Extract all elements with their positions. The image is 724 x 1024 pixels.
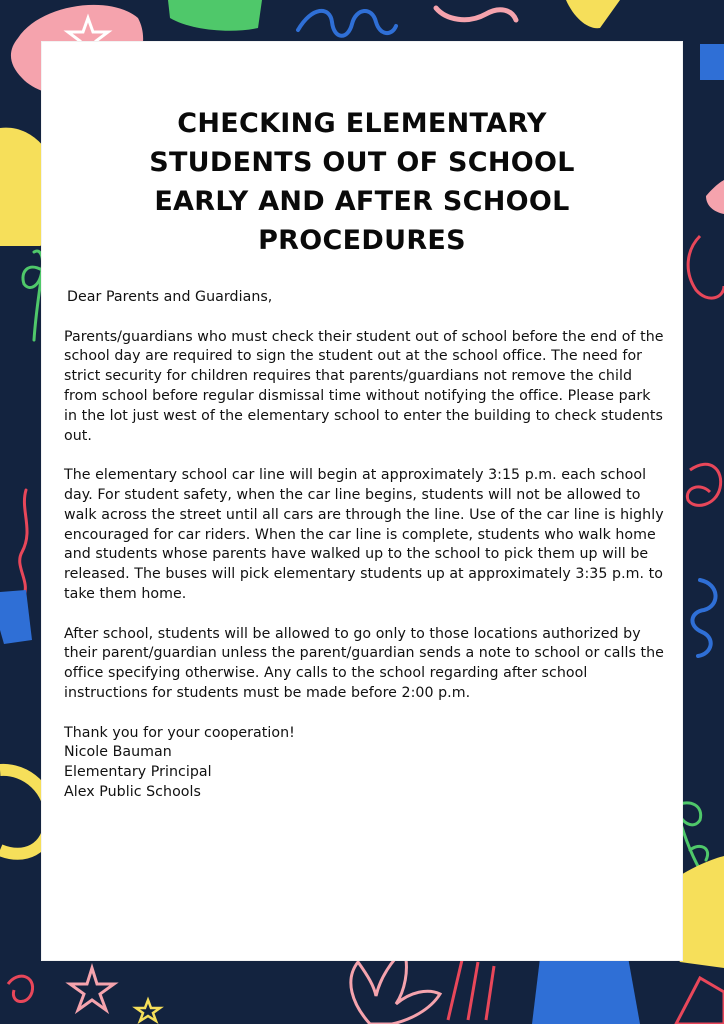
yellow-diamond-shape bbox=[566, 0, 620, 28]
greeting: Dear Parents and Guardians, bbox=[67, 289, 273, 305]
paragraph-checkout: Parents/guardians who must check their student out of school before the end of the school day are required to sign the student out at the school office. The need for strict security for children requires that parents/guardians not remove the child from school before regular dismissal time without notifying the office. Please park in the lot just west of the elementary school to enter the building to check students out. bbox=[64, 328, 664, 444]
red-triangle-shape bbox=[676, 978, 724, 1024]
signer-organization: Alex Public Schools bbox=[64, 783, 201, 800]
title-line: EARLY AND AFTER SCHOOL bbox=[154, 186, 570, 217]
blue-squiggle-shape bbox=[298, 11, 396, 36]
pink-flower-shape bbox=[351, 950, 440, 1024]
page-title bbox=[60, 104, 664, 260]
blue-square-shape bbox=[700, 44, 724, 80]
signature-block bbox=[64, 724, 664, 803]
paragraph-car-line: The elementary school car line will begin at approximately 3:15 p.m. each school day. For student safety, when the car line begins, students will not be allowed to walk across the street until all cars are through the line. Use of the car line is highly encouraged for car riders. When the car line is complete, students who walk home and students whose parents have walked up to the school to pick them up will be released. The buses will pick elementary students up at approximately 3:35 p.m. to take them home. bbox=[64, 467, 664, 602]
signer-role: Elementary Principal bbox=[64, 764, 212, 781]
red-swirl-shape bbox=[688, 236, 724, 298]
red-curl-shape bbox=[8, 976, 33, 1001]
closing-thanks: Thank you for your cooperation! bbox=[64, 724, 295, 741]
title-line: PROCEDURES bbox=[258, 225, 466, 256]
green-leaf-shape bbox=[168, 0, 262, 31]
red-lines-shape bbox=[448, 960, 494, 1020]
title-line: CHECKING ELEMENTARY bbox=[177, 108, 547, 139]
yellow-small-star-shape bbox=[136, 1000, 160, 1021]
pink-wedge-shape bbox=[706, 180, 724, 214]
title-line: STUDENTS OUT OF SCHOOL bbox=[149, 147, 575, 178]
pink-swirl-shape bbox=[436, 8, 516, 20]
blue-tile-shape bbox=[0, 590, 32, 644]
red-line-shape bbox=[20, 490, 27, 596]
signer-name: Nicole Bauman bbox=[64, 744, 172, 761]
pink-star-shape bbox=[70, 968, 114, 1010]
paragraph-after-school: After school, students will be allowed to go only to those locations authorized by their parent/guardian unless the parent/guardian sends a note to school or calls the office specifying otherwise. Any calls to the school regarding after school instructions for students must be made before 2:00 p.m. bbox=[64, 625, 664, 701]
red-scribble-shape bbox=[687, 464, 720, 505]
blue-spiral-shape bbox=[692, 580, 715, 656]
letter-body bbox=[64, 288, 664, 803]
